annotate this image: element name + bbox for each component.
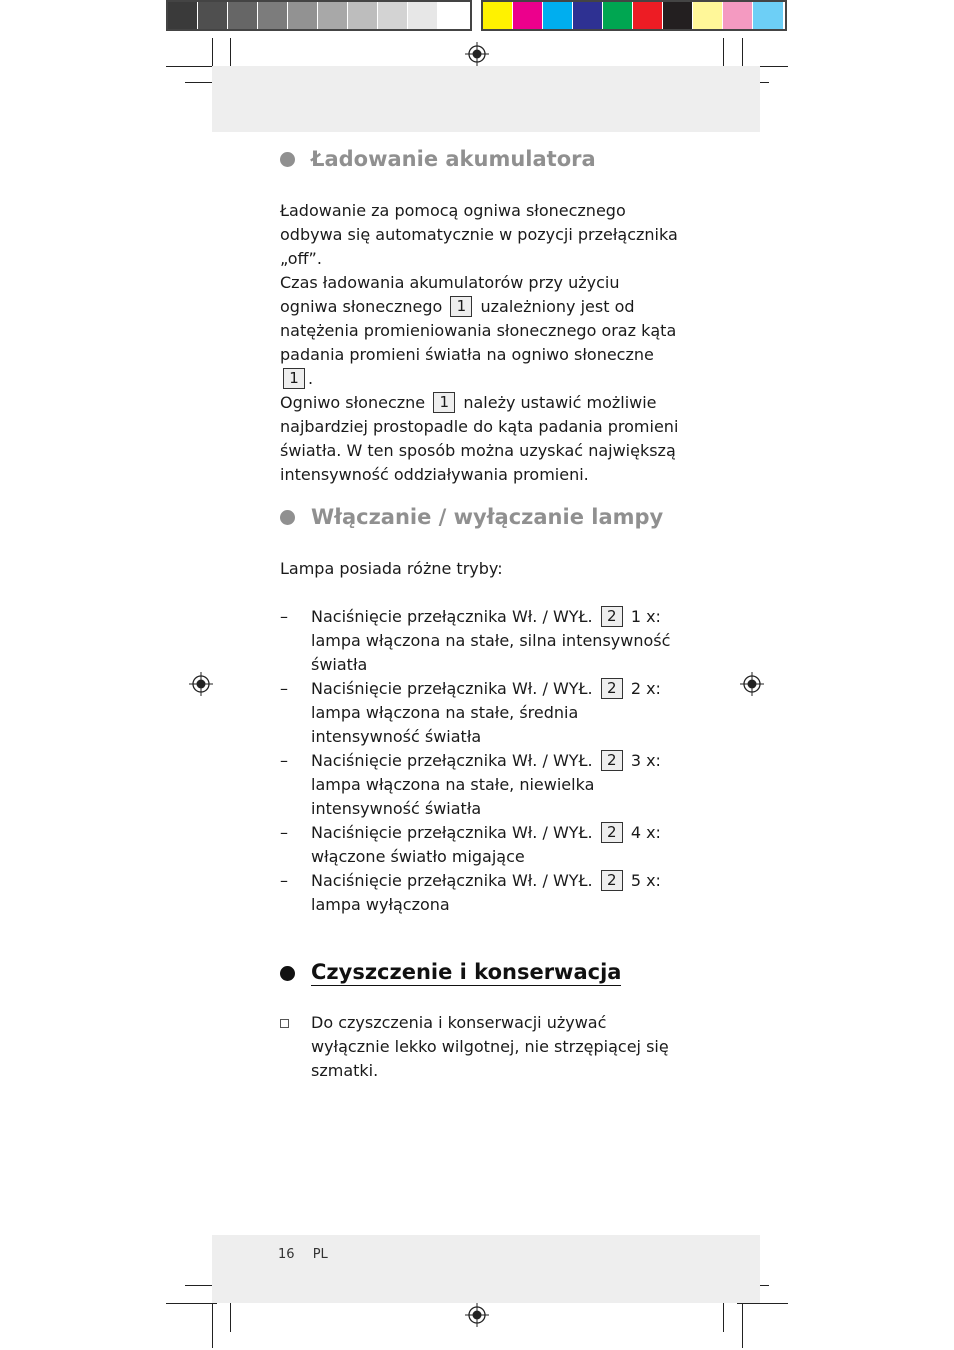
heading-text: Włączanie / wyłączanie lampy	[311, 505, 664, 529]
color-swatch	[753, 2, 783, 29]
registration-mark-icon	[740, 672, 764, 696]
crop-mark	[212, 1300, 213, 1348]
header-band	[212, 66, 760, 132]
bullet-dot-icon	[280, 966, 295, 981]
color-swatch	[348, 2, 378, 29]
color-swatch	[693, 2, 723, 29]
page-footer	[278, 1247, 342, 1262]
list-item	[280, 749, 680, 821]
part-reference-box: 2	[601, 822, 623, 843]
section-heading-charging	[280, 147, 596, 171]
color-swatch	[378, 2, 408, 29]
grayscale-calibration-bar	[166, 0, 472, 31]
list-item	[280, 869, 680, 917]
crop-mark	[230, 1300, 231, 1332]
dash-marker: –	[280, 823, 288, 842]
heading-text: Czyszczenie i konserwacja	[311, 960, 622, 984]
checkbox-square-icon	[280, 1019, 289, 1028]
crop-mark	[723, 1300, 724, 1332]
part-reference-box: 1	[450, 296, 472, 317]
mode-description: lampa włączona na stałe, średnia intensywność światła	[311, 703, 579, 746]
press-count: 5 x:	[630, 871, 661, 890]
dash-marker: –	[280, 607, 288, 626]
paragraph: Ładowanie za pomocą ogniwa słonecznego odbywa się automatycznie w pozycji przełącznika „off”.	[280, 201, 678, 268]
press-count: 4 x:	[630, 823, 661, 842]
crop-mark	[166, 1303, 217, 1304]
part-reference-box: 2	[601, 870, 623, 891]
mode-description: lampa włączona na stałe, niewielka intensywność światła	[311, 775, 595, 818]
press-text: Naciśnięcie przełącznika Wł. / WYŁ.	[311, 871, 593, 890]
color-swatch	[168, 2, 198, 29]
text-run: .	[308, 369, 314, 388]
text-run: należy ustawić możliwie najbardziej prostopadle do kąta padania promieni światła. W ten sposób można uzyskać największą intensywność oddziaływania promieni.	[280, 393, 679, 484]
text-run: Ogniwo słoneczne	[280, 393, 426, 412]
press-count: 3 x:	[630, 751, 661, 770]
heading-text: Ładowanie akumulatora	[311, 147, 596, 171]
press-count: 2 x:	[630, 679, 661, 698]
text-run: uzależniony jest od natężenia promieniowania słonecznego oraz kąta padania promieni światła na ogniwo słoneczne	[280, 297, 677, 364]
color-swatch	[723, 2, 753, 29]
part-reference-box: 2	[601, 606, 623, 627]
color-swatch	[603, 2, 633, 29]
crop-mark	[742, 1300, 743, 1348]
color-swatch	[633, 2, 663, 29]
dash-marker: –	[280, 679, 288, 698]
color-swatch	[663, 2, 693, 29]
dash-marker: –	[280, 751, 288, 770]
color-swatch	[288, 2, 318, 29]
dash-marker: –	[280, 871, 288, 890]
press-text: Naciśnięcie przełącznika Wł. / WYŁ.	[311, 823, 593, 842]
list-item	[280, 821, 680, 869]
cleaning-list	[280, 1011, 680, 1083]
mode-list	[280, 605, 680, 917]
bullet-dot-icon	[280, 510, 295, 525]
part-reference-box: 1	[433, 392, 455, 413]
mode-description: lampa włączona na stałe, silna intensywność światła	[311, 631, 671, 674]
press-text: Naciśnięcie przełącznika Wł. / WYŁ.	[311, 751, 593, 770]
mode-description: lampa wyłączona	[311, 895, 450, 914]
page-number: 16	[278, 1247, 295, 1262]
text-run: Czas ładowania akumulatorów przy użyciu ogniwa słonecznego	[280, 273, 620, 316]
mode-description: włączone światło migające	[311, 847, 525, 866]
part-reference-box: 2	[601, 678, 623, 699]
list-item-text: Do czyszczenia i konserwacji używać wyłącznie lekko wilgotnej, nie strzępiącej się szmatki.	[311, 1013, 669, 1080]
charging-text	[280, 199, 680, 487]
press-text: Naciśnięcie przełącznika Wł. / WYŁ.	[311, 607, 593, 626]
crop-mark	[166, 66, 217, 67]
color-swatch	[408, 2, 438, 29]
color-swatch	[228, 2, 258, 29]
list-item	[280, 677, 680, 749]
press-text: Naciśnięcie przełącznika Wł. / WYŁ.	[311, 679, 593, 698]
color-swatch	[513, 2, 543, 29]
registration-mark-icon	[465, 42, 489, 66]
section-heading-switching	[280, 505, 663, 529]
paragraph	[280, 391, 680, 487]
press-count: 1 x:	[630, 607, 661, 626]
part-reference-box: 2	[601, 750, 623, 771]
section-heading-cleaning	[280, 960, 621, 986]
color-swatch	[198, 2, 228, 29]
registration-mark-icon	[189, 672, 213, 696]
color-swatch	[438, 2, 468, 29]
list-item	[280, 1011, 680, 1083]
color-swatch	[483, 2, 513, 29]
paragraph	[280, 271, 680, 391]
registration-mark-icon	[465, 1303, 489, 1327]
bullet-dot-icon	[280, 152, 295, 167]
crop-mark	[737, 1303, 788, 1304]
color-swatch	[318, 2, 348, 29]
color-swatch	[543, 2, 573, 29]
switching-intro: Lampa posiada różne tryby:	[280, 559, 503, 578]
color-calibration-bar	[481, 0, 787, 31]
part-reference-box: 1	[283, 368, 305, 389]
footer-band	[212, 1235, 760, 1303]
color-swatch	[258, 2, 288, 29]
language-code: PL	[312, 1247, 328, 1262]
color-swatch	[573, 2, 603, 29]
list-item	[280, 605, 680, 677]
